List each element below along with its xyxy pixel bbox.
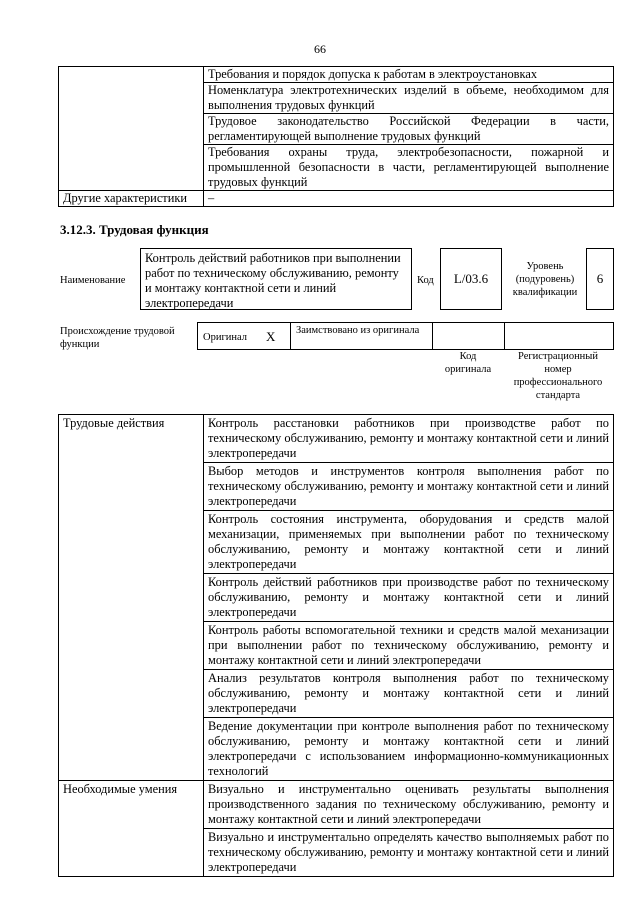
table-cell: Контроль состояния инструмента, оборудования и средств малой механизации, применяемых при выполнении работ по техническому обслуживанию, ремонту и монтажу контактной сети и линий электропередачи [204,511,614,574]
table-cell: Трудовое законодательство Российской Федерации в части, регламентирующей выполнение трудовых функций [204,114,614,145]
table-cell: Контроль работы вспомогательной техники и средств малой механизации при выполнении работ по техническому обслуживанию, ремонту и монтажу контактной сети и линий электропередачи [204,622,614,670]
table-cell: Контроль действий работников при производстве работ по техническому обслуживанию, ремонту и монтажу контактной сети и линий электропередачи [204,574,614,622]
table-cell: Требования охраны труда, электробезопасности, пожарной и промышленной безопасности в части, регламентирующей выполнение трудовых функций [204,145,614,191]
code-label: Код [417,275,434,286]
table-row [59,781,614,829]
table-row [59,191,614,207]
other-characteristics-value: – [204,191,614,207]
origin-label: Происхождение трудовой функции [60,326,175,350]
table-cell: Визуально и инструментально определять качество выполняемых работ по техническому обслуживанию, ремонту и монтажу контактной сети и линий электропередачи [204,829,614,877]
level-label: Уровень (подуровень) квалификации [512,261,578,298]
table-row [59,415,614,463]
required-skills-label: Необходимые умения [59,781,204,877]
page-number: 66 [314,42,326,56]
table-cell: Ведение документации при контроле выполнения работ по техническому обслуживанию, ремонту и монтажу контактной сети и линий электропередачи с использованием информационно-коммуникационных технологий [204,718,614,781]
origin-box-end [504,322,614,350]
labor-actions-label: Трудовые действия [59,415,204,781]
table-cell: Требования и порядок допуска к работам в электроустановках [204,67,614,83]
original-label: Оригинал [203,332,247,343]
reg-number-caption: Регистрационный номер профессионального стандарта [513,351,603,401]
table-cell: Номенклатура электротехнических изделий в объеме, необходимом для выполнения трудовых функций [204,83,614,114]
level-value-box: 6 [586,248,614,310]
other-characteristics-label: Другие характеристики [59,191,204,207]
table-cell: Контроль расстановки работников при производстве работ по техническому обслуживанию, ремонту и монтажу контактной сети и линий электропередачи [204,415,614,463]
borrowed-label: Заимствовано из оригинала [296,325,420,336]
table-label-cell [59,67,204,191]
name-label: Наименование [60,275,126,286]
code-original-caption: Код оригинала [444,351,492,375]
table-cell: Визуально и инструментально оценивать результаты выполнения производственного задания по техническому обслуживанию, ремонту и монтажу контактной сети и линий электропередачи [204,781,614,829]
function-name-box: Контроль действий работников при выполнении работ по техническому обслуживанию, ремонту и монтажу контактной сети и линий электропередачи [140,248,412,310]
origin-box [197,322,505,350]
section-heading: 3.12.3. Трудовая функция [60,222,209,237]
origin-divider [432,323,433,349]
table-cell: Выбор методов и инструментов контроля выполнения работ по техническому обслуживанию, ремонту и монтажу контактной сети и линий электропередачи [204,463,614,511]
top-table [58,66,614,207]
main-table [58,414,614,877]
table-row [59,67,614,83]
table-cell: Анализ результатов контроля выполнения работ по техническому обслуживанию, ремонту и монтажу контактной сети и линий электропередачи [204,670,614,718]
origin-divider [290,323,291,349]
function-code-box: L/03.6 [440,248,502,310]
original-mark: X [266,329,276,344]
